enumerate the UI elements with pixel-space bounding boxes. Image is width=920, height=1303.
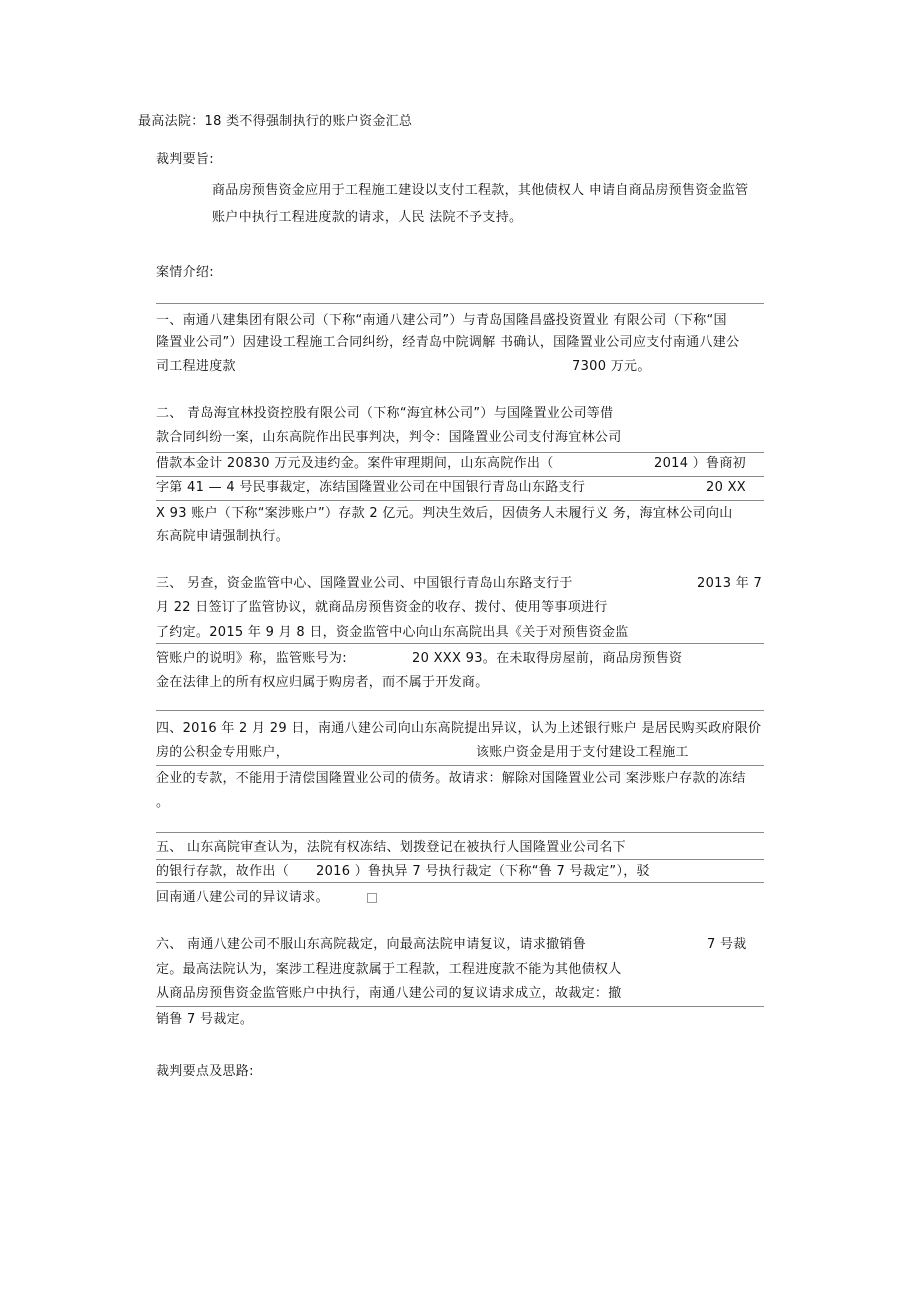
paragraph-4-line: 该账户资金是用于支付建设工程施工	[476, 745, 689, 760]
paragraph-2-case-number: 2014 ）鲁商初	[654, 456, 746, 471]
divider	[156, 859, 764, 860]
reasoning-heading: 裁判要点及思路:	[156, 1064, 254, 1079]
paragraph-4-line: 四、2016 年 2 月 29 日，南通八建公司向山东高院提出异议，认为上述银行账户 是居民购买政府限价	[156, 721, 762, 736]
paragraph-3-line: 月 22 日签订了监管协议，就商品房预售资金的收存、拨付、使用等事项进行	[156, 600, 608, 615]
paragraph-5-line: 回南通八建公司的异议请求。	[156, 890, 329, 905]
divider	[156, 643, 764, 644]
paragraph-4-line: 房的公积金专用账户，	[156, 745, 290, 760]
paragraph-1-line: 司工程进度款	[156, 359, 236, 374]
divider	[156, 303, 764, 304]
paragraph-6-line: 六、 南通八建公司不服山东高院裁定，向最高法院申请复议，请求撤销鲁	[156, 937, 587, 952]
divider	[156, 882, 764, 883]
summary-line: 商品房预售资金应用于工程施工建设以支付工程款，其他债权人 申请自商品房预售资金监管	[212, 183, 749, 198]
paragraph-6-line: 定。最高法院认为，案涉工程进度款属于工程款，工程进度款不能为其他债权人	[156, 962, 622, 977]
paragraph-3-line: 管账户的说明》称，监管账号为:	[156, 651, 347, 666]
paragraph-3-line: 了约定。2015 年 9 月 8 日，资金监管中心向山东高院出具《关于对预售资金监	[156, 625, 629, 640]
paragraph-2-line: 款合同纠纷一案，山东高院作出民事判决，判令：国隆置业公司支付海宜林公司	[156, 430, 622, 445]
divider	[156, 832, 764, 833]
paragraph-3-line: 金在法律上的所有权应归属于购房者，而不属于开发商。	[156, 675, 489, 690]
paragraph-2-line: 字第 41 — 4 号民事裁定，冻结国隆置业公司在中国银行青岛山东路支行	[156, 480, 586, 495]
case-heading: 案情介绍:	[156, 265, 214, 280]
paragraph-6-line: 销鲁 7 号裁定。	[156, 1012, 254, 1027]
divider	[156, 500, 764, 501]
paragraph-5-line: 五、 山东高院审查认为，法院有权冻结、划拨登记在被执行人国隆置业公司名下	[156, 840, 626, 855]
paragraph-5-line: 的银行存款，故作出（	[156, 864, 290, 879]
paragraph-3-account: 20 XXX 93。在未取得房屋前，商品房预售资	[412, 651, 683, 666]
paragraph-6-line: 7 号裁	[707, 937, 747, 952]
paragraph-3-date: 2013 年 7	[697, 576, 763, 591]
divider	[156, 452, 764, 453]
paragraph-1-amount: 7300 万元。	[572, 359, 651, 374]
placeholder-box-icon	[367, 893, 377, 903]
summary-line: 账户中执行工程进度款的请求，人民 法院不予支持。	[212, 210, 523, 225]
divider	[156, 1006, 764, 1007]
paragraph-6-line: 从商品房预售资金监管账户中执行，南通八建公司的复议请求成立，故裁定：撤	[156, 986, 622, 1001]
paragraph-2-line: 二、 青岛海宜林投资控股有限公司（下称“海宜林公司”）与国隆置业公司等借	[156, 406, 614, 421]
paragraph-4-line: 企业的专款，不能用于清偿国隆置业公司的债务。故请求：解除对国隆置业公司 案涉账户存款的冻结	[156, 771, 746, 786]
page-title: 最高法院：18 类不得强制执行的账户资金汇总	[138, 114, 413, 129]
paragraph-2-line: 借款本金计 20830 万元及违约金。案件审理期间，山东高院作出（	[156, 456, 554, 471]
divider	[156, 710, 764, 711]
paragraph-1-line: 一、南通八建集团有限公司（下称“南通八建公司”）与青岛国隆昌盛投资置业 有限公司（下称“国	[156, 313, 727, 328]
divider	[156, 476, 764, 477]
paragraph-5-line: 2016 ）鲁执异 7 号执行裁定（下称“鲁 7 号裁定”），驳	[316, 864, 650, 879]
paragraph-4-line: 。	[156, 795, 170, 810]
divider	[156, 765, 764, 766]
paragraph-2-account: 20 XX	[706, 480, 746, 495]
paragraph-1-line: 隆置业公司”）因建设工程施工合同纠纷，经青岛中院调解 书确认，国隆置业公司应支付南通八建公	[156, 335, 740, 350]
paragraph-3-line: 三、 另查，资金监管中心、国隆置业公司、中国银行青岛山东路支行于	[156, 576, 573, 591]
summary-heading: 裁判要旨:	[156, 152, 214, 167]
paragraph-2-line: X 93 账户（下称“案涉账户”）存款 2 亿元。判决生效后，因债务人未履行义 务，海宜林公司向山	[156, 506, 733, 521]
paragraph-2-line: 东高院申请强制执行。	[156, 529, 290, 544]
